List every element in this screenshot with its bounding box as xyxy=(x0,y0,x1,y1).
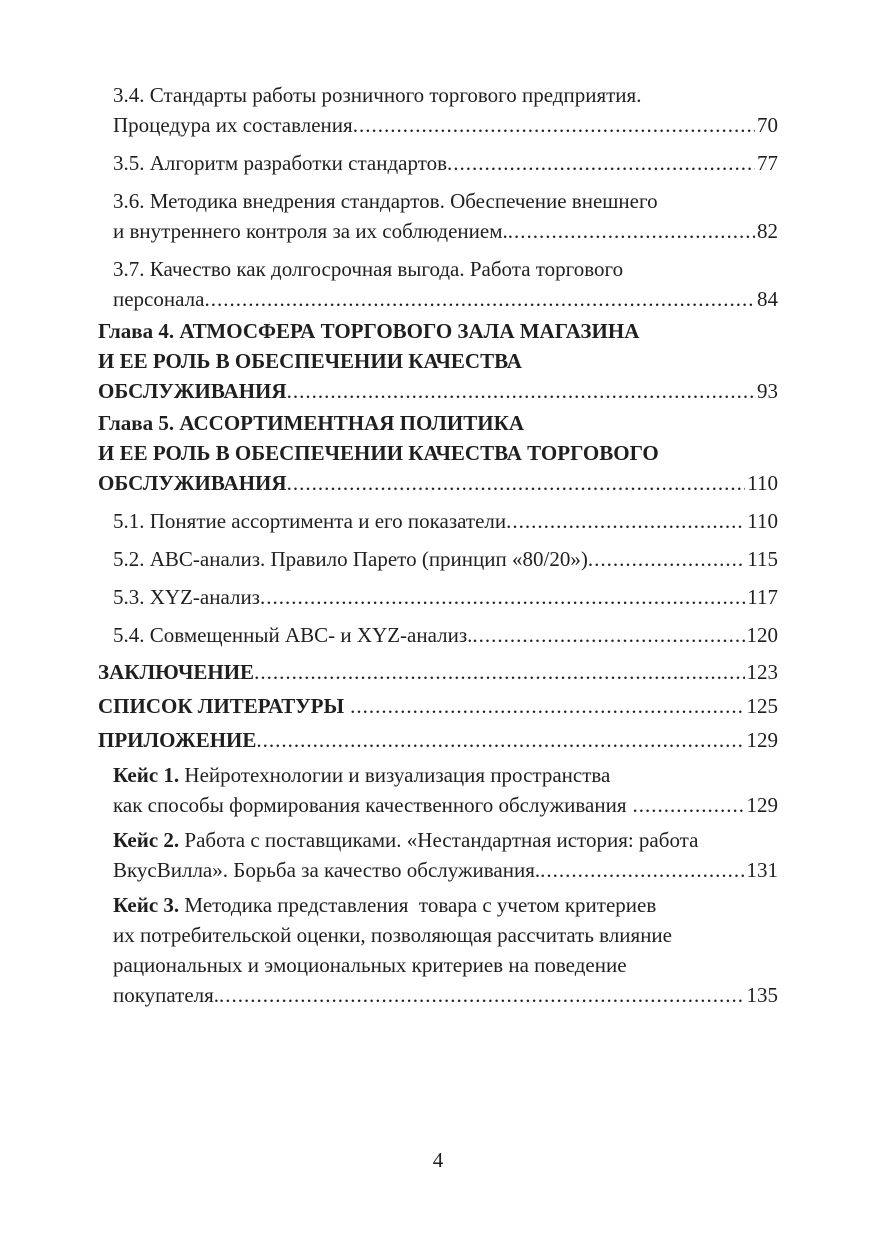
dot-leader xyxy=(588,544,745,574)
dot-leader xyxy=(540,855,744,885)
case-label: Кейс 2. xyxy=(113,828,180,852)
chapter-title: И ЕЕ РОЛЬ В ОБЕСПЕЧЕНИИ КАЧЕСТВА ТОРГОВОГО xyxy=(98,441,659,465)
section-title: ПРИЛОЖЕНИЕ xyxy=(98,728,257,752)
toc-page-number: 115 xyxy=(747,547,778,571)
toc-entry-title: 3.7. Качество как долгосрочная выгода. Работа торгового xyxy=(113,257,624,281)
dot-leader xyxy=(287,376,755,406)
toc-page-number: 131 xyxy=(746,858,778,882)
toc-page-number: 110 xyxy=(747,509,778,533)
toc-page-number: 135 xyxy=(746,983,778,1007)
dot-leader xyxy=(287,468,746,498)
case-label: Кейс 3. xyxy=(113,893,180,917)
toc-page-number: 129 xyxy=(746,793,778,817)
toc-page-number: 84 xyxy=(757,287,778,311)
chapter-title: И ЕЕ РОЛЬ В ОБЕСПЕЧЕНИИ КАЧЕСТВА xyxy=(98,349,522,373)
toc-case-2[interactable] xyxy=(98,825,778,885)
dot-leader xyxy=(260,582,745,612)
dot-leader xyxy=(350,691,744,721)
dot-leader xyxy=(508,216,755,246)
toc-page-number: 70 xyxy=(757,113,778,137)
toc-page-number: 125 xyxy=(746,694,778,718)
toc-page-number: 120 xyxy=(746,623,778,647)
toc-case-1[interactable] xyxy=(98,760,778,820)
toc-page-number: 93 xyxy=(757,379,778,403)
toc-entry-title: 3.4. Стандарты работы розничного торгового предприятия. xyxy=(113,83,642,107)
toc-entry-title-end: персонала xyxy=(113,287,205,311)
chapter-title: Глава 5. АССОРТИМЕНТНАЯ ПОЛИТИКА xyxy=(98,411,524,435)
toc-entry-5-1[interactable] xyxy=(98,506,778,536)
toc-entry-3-5[interactable] xyxy=(98,148,778,178)
toc-page-number: 123 xyxy=(746,660,778,684)
dot-leader xyxy=(633,790,745,820)
case-title-end: как способы формирования качественного обслуживания xyxy=(113,793,627,817)
toc-page-number: 110 xyxy=(747,471,778,495)
toc-conclusion[interactable] xyxy=(98,657,778,687)
toc-page-number: 129 xyxy=(746,728,778,752)
chapter-title-end: ОБСЛУЖИВАНИЯ xyxy=(98,471,287,495)
case-title: Методика представления товара с учетом критериев xyxy=(179,893,657,917)
page-number: 4 xyxy=(432,1148,444,1172)
chapter-title: Глава 4. АТМОСФЕРА ТОРГОВОГО ЗАЛА МАГАЗИНА xyxy=(98,319,640,343)
dot-leader xyxy=(506,506,745,536)
case-title: их потребительской оценки, позволяющая рассчитать влияние xyxy=(113,923,672,947)
toc-entry-title: 3.6. Методика внедрения стандартов. Обеспечение внешнего xyxy=(113,189,658,213)
case-title: Нейротехнологии и визуализация пространства xyxy=(179,763,611,787)
toc-entry-title: 5.1. Понятие ассортимента и его показатели xyxy=(113,509,507,533)
table-of-contents xyxy=(98,80,778,1010)
dot-leader xyxy=(204,284,755,314)
toc-entry-title-end: и внутреннего контроля за их соблюдением. xyxy=(113,219,508,243)
dot-leader xyxy=(353,110,755,140)
case-title-end: ВкусВилла». Борьба за качество обслуживания. xyxy=(113,858,541,882)
toc-entry-title-end: Процедура их составления xyxy=(113,113,353,137)
dot-leader xyxy=(447,148,755,178)
toc-entry-title: 5.4. Совмещенный АВС- и XYZ-анализ. xyxy=(113,623,473,647)
toc-appendix[interactable] xyxy=(98,725,778,755)
toc-entry-title: 5.3. XYZ-анализ xyxy=(113,585,260,609)
toc-references[interactable] xyxy=(98,691,778,721)
dot-leader xyxy=(219,980,744,1010)
toc-entry-5-2[interactable] xyxy=(98,544,778,574)
dot-leader xyxy=(256,725,744,755)
case-title-end: покупателя. xyxy=(113,983,220,1007)
toc-page-number: 117 xyxy=(747,585,778,609)
toc-chapter-4[interactable] xyxy=(98,316,778,406)
toc-entry-3-4[interactable] xyxy=(98,80,778,140)
case-title: рациональных и эмоциональных критериев на поведение xyxy=(113,953,627,977)
toc-entry-3-7[interactable] xyxy=(98,254,778,314)
toc-entry-title: 3.5. Алгоритм разработки стандартов xyxy=(113,151,448,175)
toc-entry-5-3[interactable] xyxy=(98,582,778,612)
toc-entry-3-6[interactable] xyxy=(98,186,778,246)
toc-chapter-5[interactable] xyxy=(98,408,778,498)
case-title: Работа с поставщиками. «Нестандартная история: работа xyxy=(179,828,699,852)
toc-case-3[interactable] xyxy=(98,890,778,1010)
toc-page-number: 77 xyxy=(757,151,778,175)
chapter-title-end: ОБСЛУЖИВАНИЯ xyxy=(98,379,287,403)
toc-entry-5-4[interactable] xyxy=(98,620,778,650)
dot-leader xyxy=(254,657,744,687)
toc-page-number: 82 xyxy=(757,219,778,243)
dot-leader xyxy=(472,620,744,650)
toc-entry-title: 5.2. АВС-анализ. Правило Парето (принцип «80/20») xyxy=(113,547,588,571)
section-title: ЗАКЛЮЧЕНИЕ xyxy=(98,660,255,684)
case-label: Кейс 1. xyxy=(113,763,180,787)
section-title: СПИСОК ЛИТЕРАТУРЫ xyxy=(98,694,345,718)
